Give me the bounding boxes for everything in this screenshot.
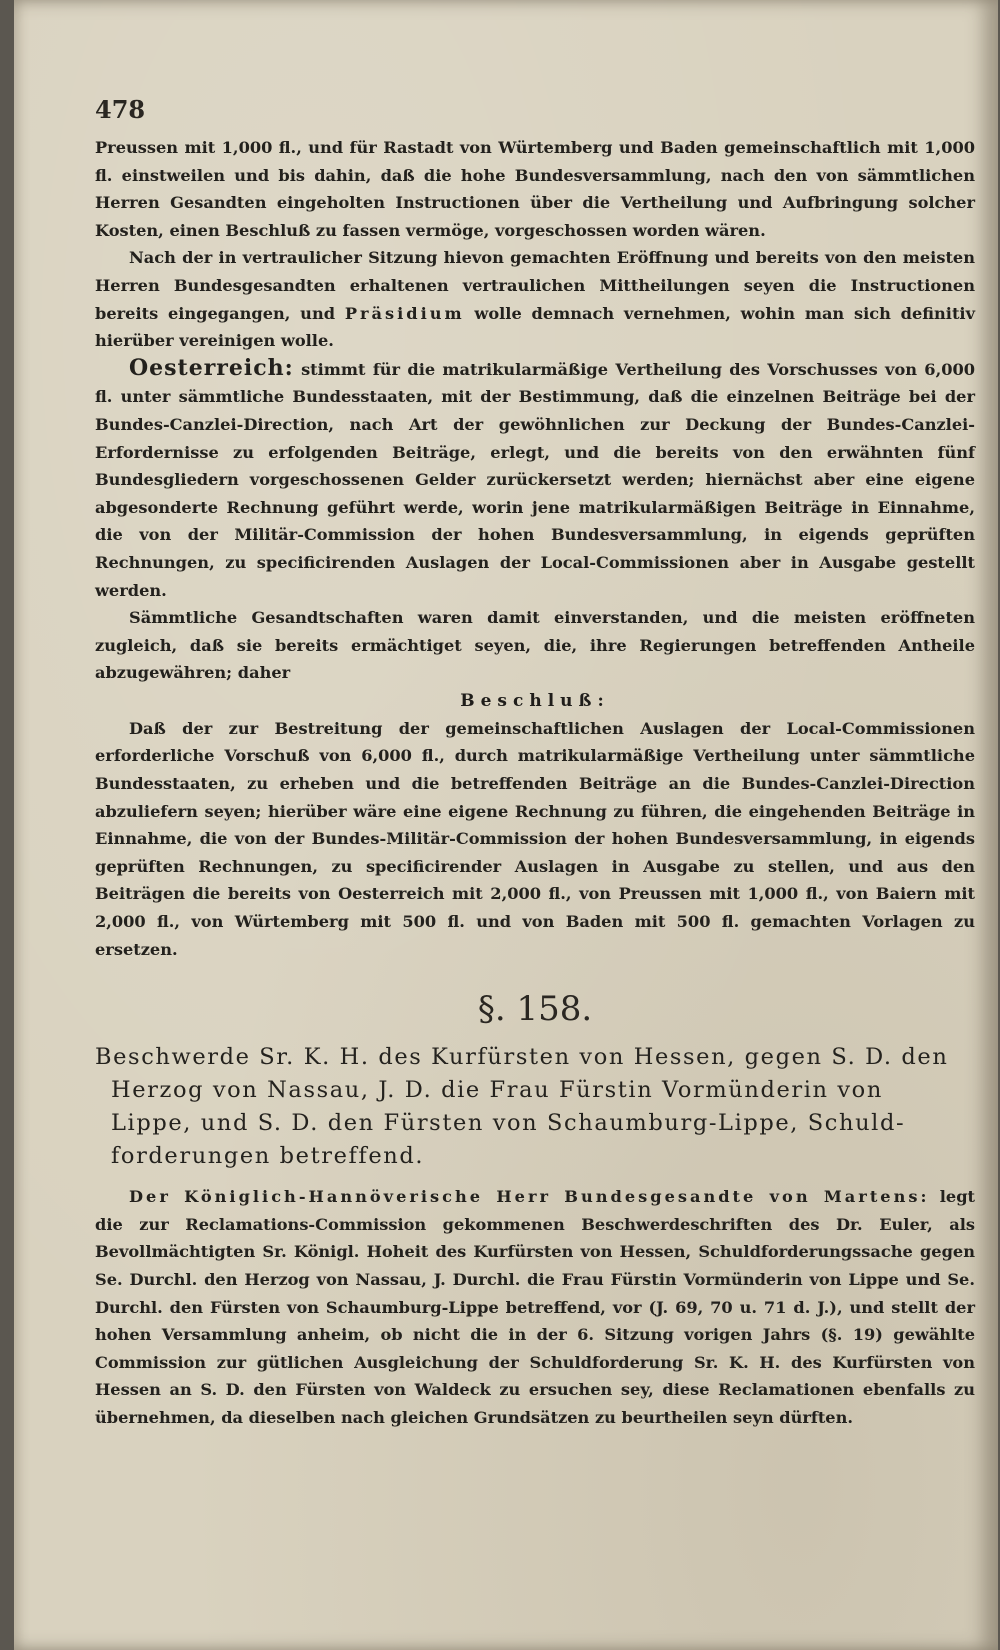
paragraph-preussen-contribution: Preussen mit 1,000 fl., und für Rastadt von Würtemberg und Baden gemeinschaftlich mit 1,000 fl. einstweilen und bis dahin, daß die hohe Bundesversammlung, nach den von sämmtlichen Herren Gesandten eingeholten Instructionen über die Vertheilung und Aufbringung solcher Kosten, einen Beschluß zu fassen vermöge, vorgeschossen worden wären. — [95, 138, 975, 240]
hanover-motion-text: legt die zur Reclamations-Commission gekommenen Beschwerdeschriften des Dr. Euler, als Bevollmächtigten Sr. Königl. Hoheit des Kurfürsten von Hessen, Schuldforderungssache gegen Se. Durchl. den Herzog von Nassau, J. Durchl. die Frau Fürstin Vormünderin von Lippe und Se. Durchl. den Fürsten von Schaumburg-Lippe betreffend, vor (J. 69, 70 u. 71 d. J.), und stellt der hohen Versammlung anheim, ob nicht die in der 6. Sitzung vorigen Jahrs (§. 19) gewählte Commission zur gütlichen Ausgleichung der Schuldforderung Sr. K. H. des Kurfürsten von Hessen an S. D. den Fürsten von Waldeck zu ersuchen sey, diese Reclamationen ebenfalls zu übernehmen, da dieselben nach gleichen Grundsätzen zu beurtheilen seyn dürften. — [95, 1187, 976, 1427]
resolution-heading: Beschluß: — [460, 690, 610, 711]
austria-vote-text: stimmt für die matrikularmäßige Vertheilung des Vorschusses von 6,000 fl. unter sämmtliche Bundesstaaten, mit der Bestimmung, daß die einzelnen Beiträge bei der Bundes-Canzlei-Direction, nach Art der gewöhnlichen zur Deckung der Bundes-Canzlei-Erfordernisse zu erfolgenden Beiträge, erlegt, und die bereits von den erwähnten fünf Bundesgliedern vorgeschossenen Gelder zurückersetzt werden; hiernächst aber eine eigene abgesonderte Rechnung geführt werde, worin jene matrikularmäßigen Beiträge in Einnahme, die von der Militär-Commission der hohen Bundesversammlung, in eigends geprüften Rechnungen, zu specificirenden Auslagen der Local-Commissionen aber in Ausgabe gestellt werden. — [95, 359, 975, 600]
section-title-line-2: Herzog von Nassau, J. D. die Frau Fürstin Vormünderin von — [111, 1077, 883, 1104]
paragraph-opening-statement — [95, 244, 975, 354]
section-number: §. 158. — [477, 989, 593, 1030]
document-page — [14, 0, 998, 1650]
paragraph-legations-agree: Sämmtliche Gesandtschaften waren damit einverstanden, und die meisten eröffneten zugleich, daß sie bereits ermächtiget seyen, die, ihre Regierungen betreffenden Antheile abzugewähren; daher — [95, 608, 975, 683]
austria-heading: Oesterreich: — [129, 354, 294, 381]
section-title-line-1: Beschwerde Sr. K. H. des Kurfürsten von Hessen, gegen S. D. den — [95, 1044, 949, 1071]
section-title — [95, 1041, 975, 1173]
hanover-lead: Der Königlich-Hannöverische Herr Bundesgesandte von Martens: — [129, 1187, 930, 1207]
page-content — [95, 96, 975, 1432]
paragraph-hanover-motion — [95, 1183, 975, 1431]
opening-statement-text-a: Nach der in vertraulicher Sitzung hievon gemachten Eröffnung und bereits von den meisten Herren Bundesgesandten erhaltenen vertraulichen Mittheilungen seyen die Instructionen bereits eingegangen, und — [95, 248, 975, 323]
section-title-line-3: Lippe, und S. D. den Fürsten von Schaumburg-Lippe, Schuld- — [111, 1110, 906, 1137]
praesidium-word: Präsidium — [344, 303, 465, 323]
paragraph-austria-vote — [95, 355, 975, 604]
page-number: 478 — [95, 95, 146, 124]
opening-statement-text-b: wolle demnach vernehmen, wohin man sich definitiv hierüber vereinigen wolle. — [95, 303, 975, 351]
section-title-line-4: forderungen betreffend. — [111, 1143, 425, 1170]
paragraph-resolution: Daß der zur Bestreitung der gemeinschaftlichen Auslagen der Local-Commissionen erforderliche Vorschuß von 6,000 fl., durch matrikularmäßige Vertheilung unter sämmtliche Bundesstaaten, zu erheben und die betreffenden Beiträge an die Bundes-Canzlei-Direction abzuliefern seyen; hierüber wäre eine eigene Rechnung zu führen, die eingehenden Beiträge in Einnahme, die von der Bundes-Militär-Commission der hohen Bundesversammlung, in eigends geprüften Rechnungen, zu specificirender Auslagen in Ausgabe zu stellen, und aus den Beiträgen die bereits von Oesterreich mit 2,000 fl., von Preussen mit 1,000 fl., von Baiern mit 2,000 fl., von Würtemberg mit 500 fl. und von Baden mit 500 fl. gemachten Vorlagen zu ersetzen. — [95, 718, 975, 959]
